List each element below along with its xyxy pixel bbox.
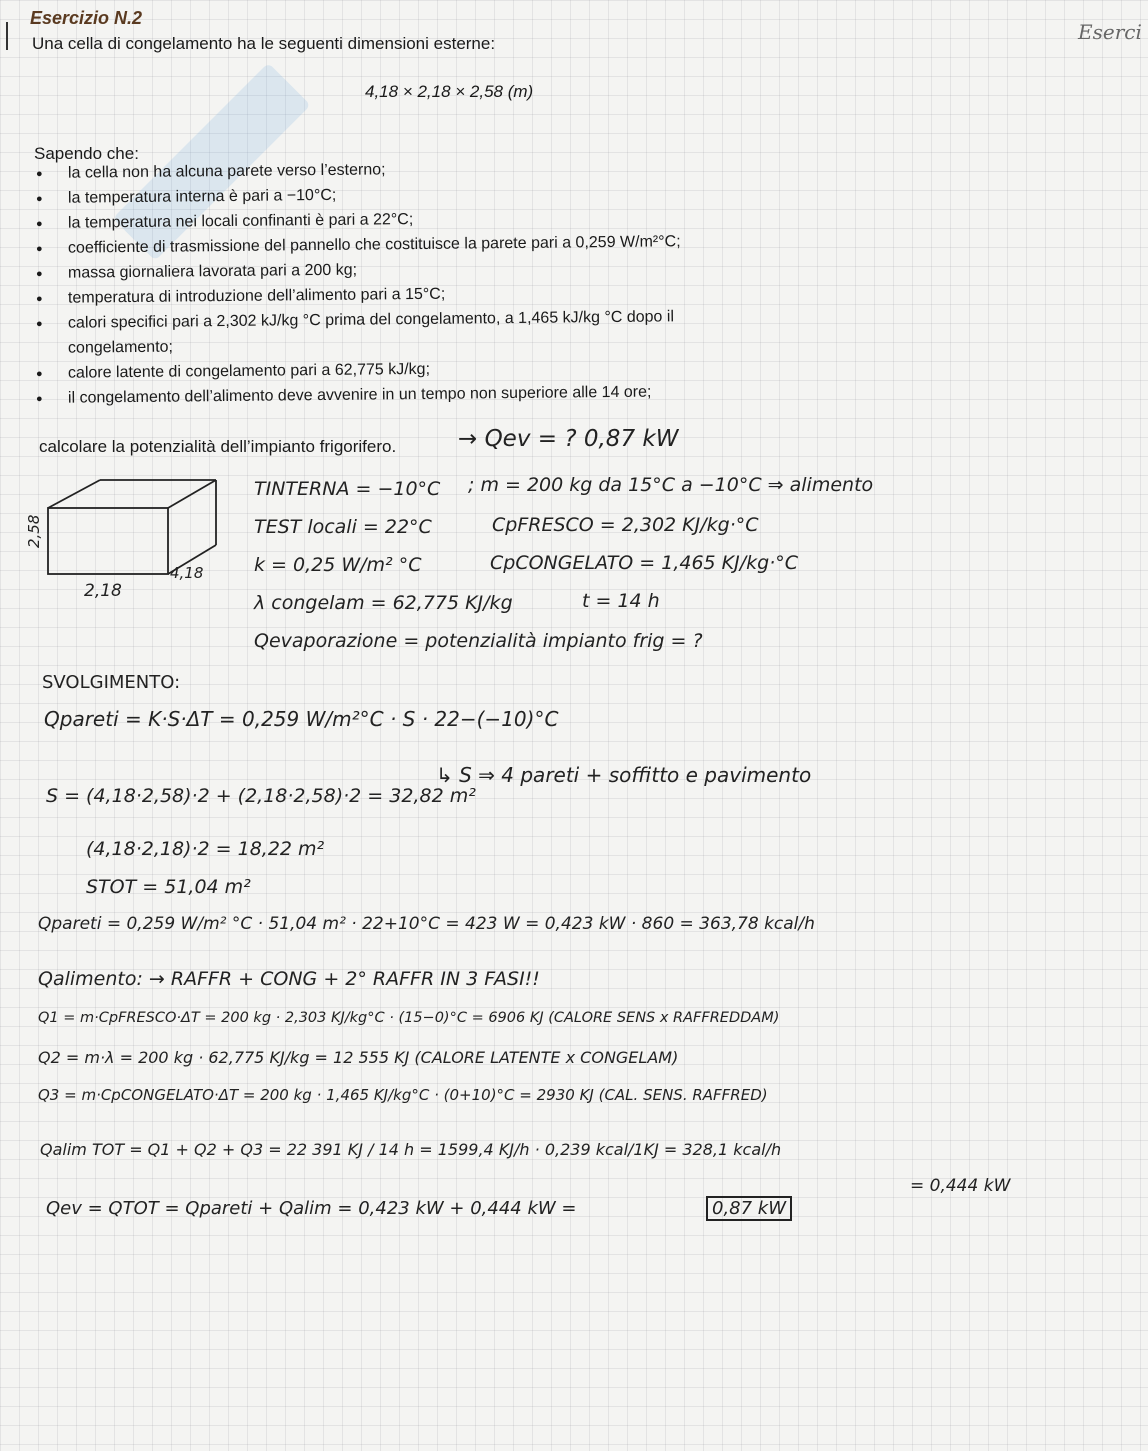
solution-heading: SVOLGIMENTO: [42, 672, 181, 693]
bullet-item: ● la cella non ha alcuna parete verso l’esterno; [36, 155, 836, 185]
solution-line: Qpareti = K·S·ΔT = 0,259 W/m²°C · S · 22−(−10)°C [44, 707, 559, 731]
box-edge [168, 480, 216, 508]
bullet-item: ● il congelamento dell’alimento deve avvenire in un tempo non superiore alle 14 ore; [36, 380, 836, 410]
bullet-item: ● la temperatura nei locali confinanti è pari a 22°C; [36, 205, 836, 235]
solution-line: Q1 = m·CpFRESCO·ΔT = 200 kg · 2,303 KJ/kg°C · (15−0)°C = 6906 KJ (CALORE SENS x RAFFREDDAM) [38, 1010, 780, 1026]
solution-line: (4,18·2,18)·2 = 18,22 m² [86, 838, 325, 860]
problem-sapendo: Sapendo che: [34, 144, 139, 163]
bullet-item: ● coefficiente di trasmissione del pannello che costituisce la parete pari a 0,259 W/m²°C; [36, 230, 836, 260]
box-outline [48, 480, 216, 574]
note-cp-congelato: CpCONGELATO = 1,465 KJ/kg·°C [490, 552, 799, 574]
bullet-item: ● calore latente di congelamento pari a 62,775 kJ/kg; [36, 355, 836, 385]
box-front-face [48, 508, 168, 574]
solution-line: Qalim TOT = Q1 + Q2 + Q3 = 22 391 KJ / 14 h = 1599,4 KJ/h · 0,239 kcal/1KJ = 328,1 kcal/h [40, 1140, 782, 1159]
bullet-item: ● calori specifici pari a 2,302 kJ/kg °C prima del congelamento, a 1,465 kJ/kg °C dopo il [36, 305, 836, 335]
note-massa: ; m = 200 kg da 15°C a −10°C ⇒ alimento [468, 474, 874, 496]
note-cp-fresco: CpFRESCO = 2,302 KJ/kg·°C [492, 514, 759, 536]
solution-line: Q2 = m·λ = 200 kg · 62,775 KJ/kg = 12 555 KJ (CALORE LATENTE x CONGELAM) [38, 1048, 679, 1067]
solution-line: Q3 = m·CpCONGELATO·ΔT = 200 kg · 1,465 KJ/kg°C · (0+10)°C = 2930 KJ (CAL. SENS. RAFFRED) [38, 1086, 768, 1104]
solution-line: Qev = QTOT = Qpareti + Qalim = 0,423 kW + 0,444 kW = [46, 1198, 577, 1219]
box-edge [48, 480, 100, 508]
note-lambda: λ congelam = 62,775 KJ/kg [254, 592, 513, 614]
exercise-title: Esercizio N.2 [30, 8, 143, 28]
note-tempo: t = 14 h [582, 590, 660, 612]
solution-line: STOT = 51,04 m² [86, 876, 251, 898]
bullet-item: ● la temperatura interna è pari a −10°C; [36, 180, 836, 210]
corner-text: Eserci [1078, 20, 1142, 44]
height-label: 2,58 [25, 514, 43, 548]
calc-question: calcolare la potenzialità dell’impianto frigorifero. [39, 437, 397, 456]
final-answer-box: 0,87 kW [706, 1196, 792, 1221]
solution-line: ↳ S ⇒ 4 pareti + soffitto e pavimento [436, 763, 812, 787]
problem-dimensions: 4,18 × 2,18 × 2,58 (m) [365, 82, 534, 101]
cell-box-diagram [20, 470, 235, 610]
note-t-interna: TINTERNA = −10°C [254, 478, 441, 500]
solution-line: Qpareti = 0,259 W/m² °C · 51,04 m² · 22+10°C = 423 W = 0,423 kW · 860 = 363,78 kcal/h [38, 914, 815, 934]
bullet-item: ● temperatura di introduzione dell’alimento pari a 15°C; [36, 280, 836, 310]
solution-line: = 0,444 kW [910, 1176, 1011, 1196]
calc-answer: → Qev = ? 0,87 kW [458, 426, 679, 452]
note-q-ev: Qevaporazione = potenzialità impianto frig = ? [254, 630, 703, 652]
note-k: k = 0,25 W/m² °C [254, 554, 422, 576]
problem-bullet-list [36, 163, 836, 413]
width-label: 2,18 [84, 581, 122, 601]
solution-line: S = (4,18·2,58)·2 + (2,18·2,58)·2 = 32,82 m² [46, 785, 476, 807]
note-t-esterna: TEST locali = 22°C [254, 516, 432, 538]
depth-label: 4,18 [170, 564, 204, 582]
bullet-item: ● massa giornaliera lavorata pari a 200 kg; [36, 255, 836, 285]
problem-intro: Una cella di congelamento ha le seguenti dimensioni esterne: [32, 34, 496, 53]
margin-mark [6, 22, 8, 50]
bullet-continuation: congelamento; [67, 338, 174, 357]
solution-line: Qalimento: → RAFFR + CONG + 2° RAFFR IN 3 FASI!! [38, 968, 540, 990]
